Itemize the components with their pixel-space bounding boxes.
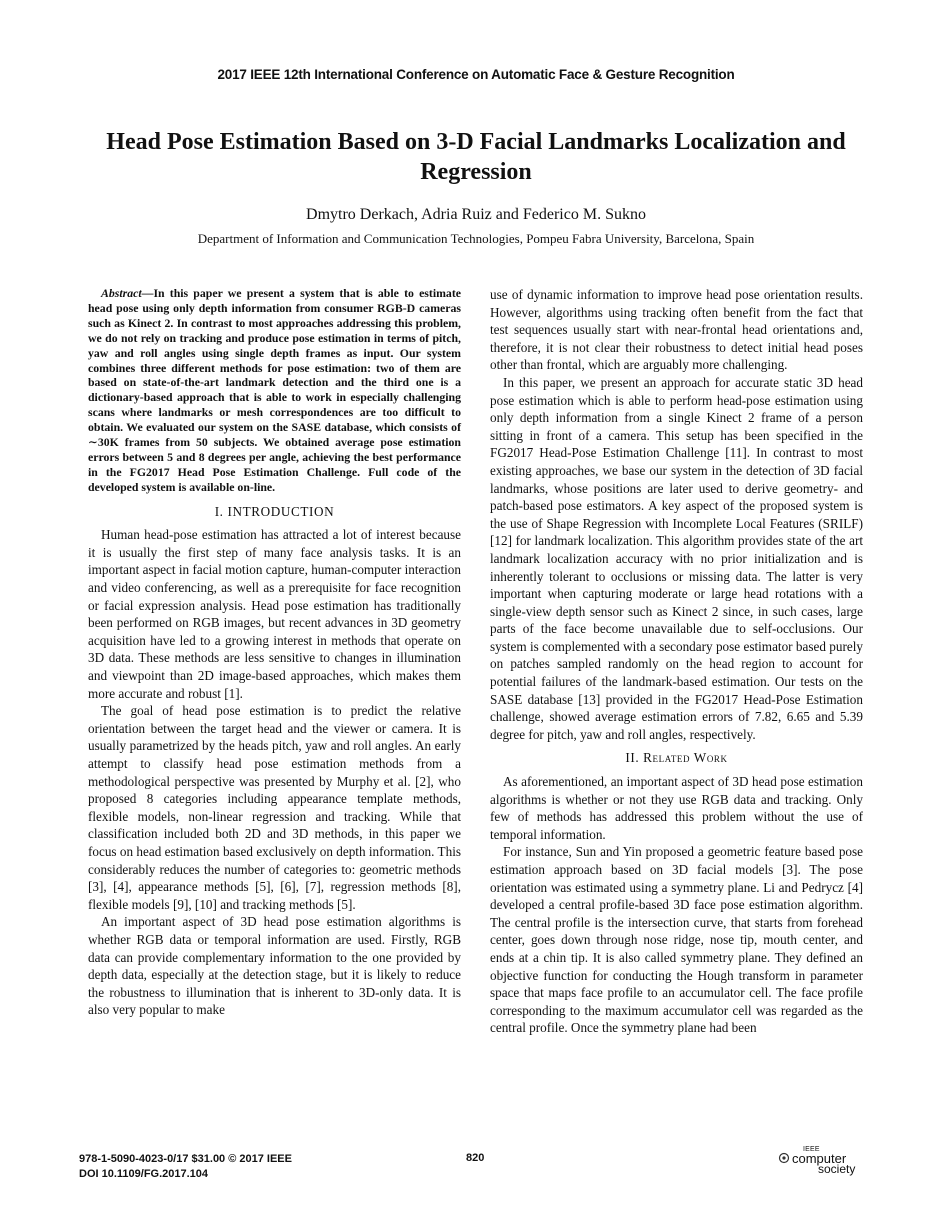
logo-ieee-text: IEEE <box>803 1146 820 1153</box>
section-title: Related Work <box>643 750 728 766</box>
logo-computer-text: computer <box>792 1151 847 1166</box>
paragraph: As aforementioned, an important aspect of 3D head pose estimation algorithms is whether or not they use RGB data and tracking. Only few of methods has addressed this problem without the use of temporal information. <box>490 774 863 842</box>
abstract-label: Abstract <box>101 286 142 300</box>
paper-affiliation: Department of Information and Communication Technologies, Pompeu Fabra University, Barcelona, Spain <box>197 231 755 246</box>
section-heading-introduction: I. INTRODUCTION <box>214 503 335 519</box>
paragraph: Human head-pose estimation has attracted a lot of interest because it is usually the first step of many face analysis tasks. It is an important aspect in facial motion capture, human-computer interaction and video conferencing, as well as a prerequisite for face recognition or facial expression analysis. Head pose estimation has traditionally been performed on RGB images, but recent advances in 3D geometry acquisition have led to a growing interest in methods that operate on 3D data. These methods are less sensitive to changes in illumination and viewpoint than 2D image-based approaches, which makes them more accurate and robust [1]. <box>88 527 461 701</box>
left-column <box>88 286 461 1019</box>
paragraph: For instance, Sun and Yin proposed a geometric feature based pose estimation approach based on 3D facial models [3]. The pose orientation was estimated using a symmetry plane. Li and Pedrycz [4] developed a central profile-based 3D face pose estimation algorithm. The central profile is the intersection curve, that starts from forehead center, goes down through nose ridge, nose tip, mouth center, and ends at a chin tip. It is also called symmetry plane. They defined an objective function for conducting the Hough transform in parameter space that maps face profile to an accumulator cell. The face profile corresponding to the maximum accumulator cell was regarded as the central profile. Once the symmetry plane had been <box>490 844 863 1036</box>
paper-title: Head Pose Estimation Based on 3-D Facial Landmarks Localization and Regression <box>106 129 846 185</box>
conference-header: 2017 IEEE 12th International Conference on Automatic Face & Gesture Recognition <box>217 67 735 82</box>
footer-doi: DOI 10.1109/FG.2017.104 <box>79 1168 209 1180</box>
logo-swirl-icon <box>776 1152 792 1164</box>
abstract-text: —In this paper we present a system that is able to estimate head pose using only depth information from consumer RGB-D cameras such as Kinect 2. In contrast to most approaches addressing this problem, we do not rely on tracking and produce pose estimation in terms of pitch, yaw and roll angles using single depth frames as input. Our system combines three different methods for pose estimation: two of them are based on state-of-the-art landmark detection and the third one is a dictionary-based approach that is able to work in especially challenging scans where landmarks or mesh correspondences are too difficult to obtain. We evaluated our system on the SASE database, which consists of ∼30K frames from 50 subjects. We obtained average pose estimation errors between 5 and 8 degrees per angle, achieving the best performance in the FG2017 Head Pose Estimation Challenge. Full code of the developed system is available on-line. <box>88 286 461 494</box>
paragraph: use of dynamic information to improve head pose orientation results. However, algorithms using tracking often benefit from the fact that test sequences usually start with near-frontal head orientations and, therefore, it is not clear their robustness to detect initial head poses other than frontal, which are arguably more challenging. <box>490 287 863 373</box>
abstract <box>88 286 461 495</box>
paragraph: In this paper, we present an approach for accurate static 3D head pose estimation which is able to perform head-pose estimation using only depth information from a single Kinect 2 frame of a person sitting in front of a camera. This setup has been specified in the FG2017 Head-Pose Estimation Challenge [11]. In contrast to most existing approaches, we base our system in the detection of 3D facial landmarks, whose positions are later used to derive geometry- and patch-based pose estimators. A key aspect of the proposed system is the use of Shape Regression with Incomplete Local Features (SRILF) [12] for landmark localization. This algorithm provides state of the art landmark localization accuracy with no prior initialization and is inherently tolerant to occlusions or missing data. The latter is very important when capturing moderate or large head rotations with a single-view depth sensor such as Kinect 2 since, in such cases, large parts of the face become unavailable due to self-occlusions. Our system is complemented with a secondary pose estimator based purely on patches sampled randomly on the head region to account for potential failures of the landmark-based estimation. Our tests on the SASE database [13] provided in the FG2017 Head-Pose Estimation challenge, showed average estimation errors of 7.82, 6.65 and 5.39 degree for pitch, yaw and roll angles, respectively. <box>490 374 863 742</box>
section-number: II. <box>625 750 640 766</box>
paragraph: An important aspect of 3D head pose estimation algorithms is whether RGB data or temporal information are used. Firstly, RGB data can provide complementary information to the one provided by depth data, especially at the detection stage, but it is likely to reduce the robustness to illumination that is inherent to 3D-only data. It is also very popular to make <box>88 914 461 1018</box>
right-column <box>490 286 863 1037</box>
ieee-computer-society-logo <box>776 1146 866 1178</box>
logo-society-text: society <box>818 1162 856 1176</box>
page-number: 820 <box>466 1152 485 1164</box>
footer-citation <box>79 1152 292 1182</box>
section-heading-related-work <box>490 749 863 767</box>
paragraph: The goal of head pose estimation is to predict the relative orientation between the target head and the viewer or camera. It is usually parametrized by the heads pitch, yaw and roll angles. An early attempt to classify head pose estimation methods from a methodological perspective was presented by Murphy et al. [2], who proposed 8 categories including appearance template methods, flexible models, non-linear regression and tracking. While that classification included both 2D and 3D methods, in this paper we focus on head estimation based exclusively on depth information. This considerably reduces the number of categories to: geometric methods [3], [4], appearance methods [5], [6], [7], regression methods [8], flexible models [9], [10] and tracking methods [5]. <box>88 703 461 912</box>
footer-isbn: 978-1-5090-4023-0/17 $31.00 © 2017 IEEE <box>79 1153 292 1165</box>
paper-authors: Dmytro Derkach, Adria Ruiz and Federico M. Sukno <box>306 206 646 223</box>
